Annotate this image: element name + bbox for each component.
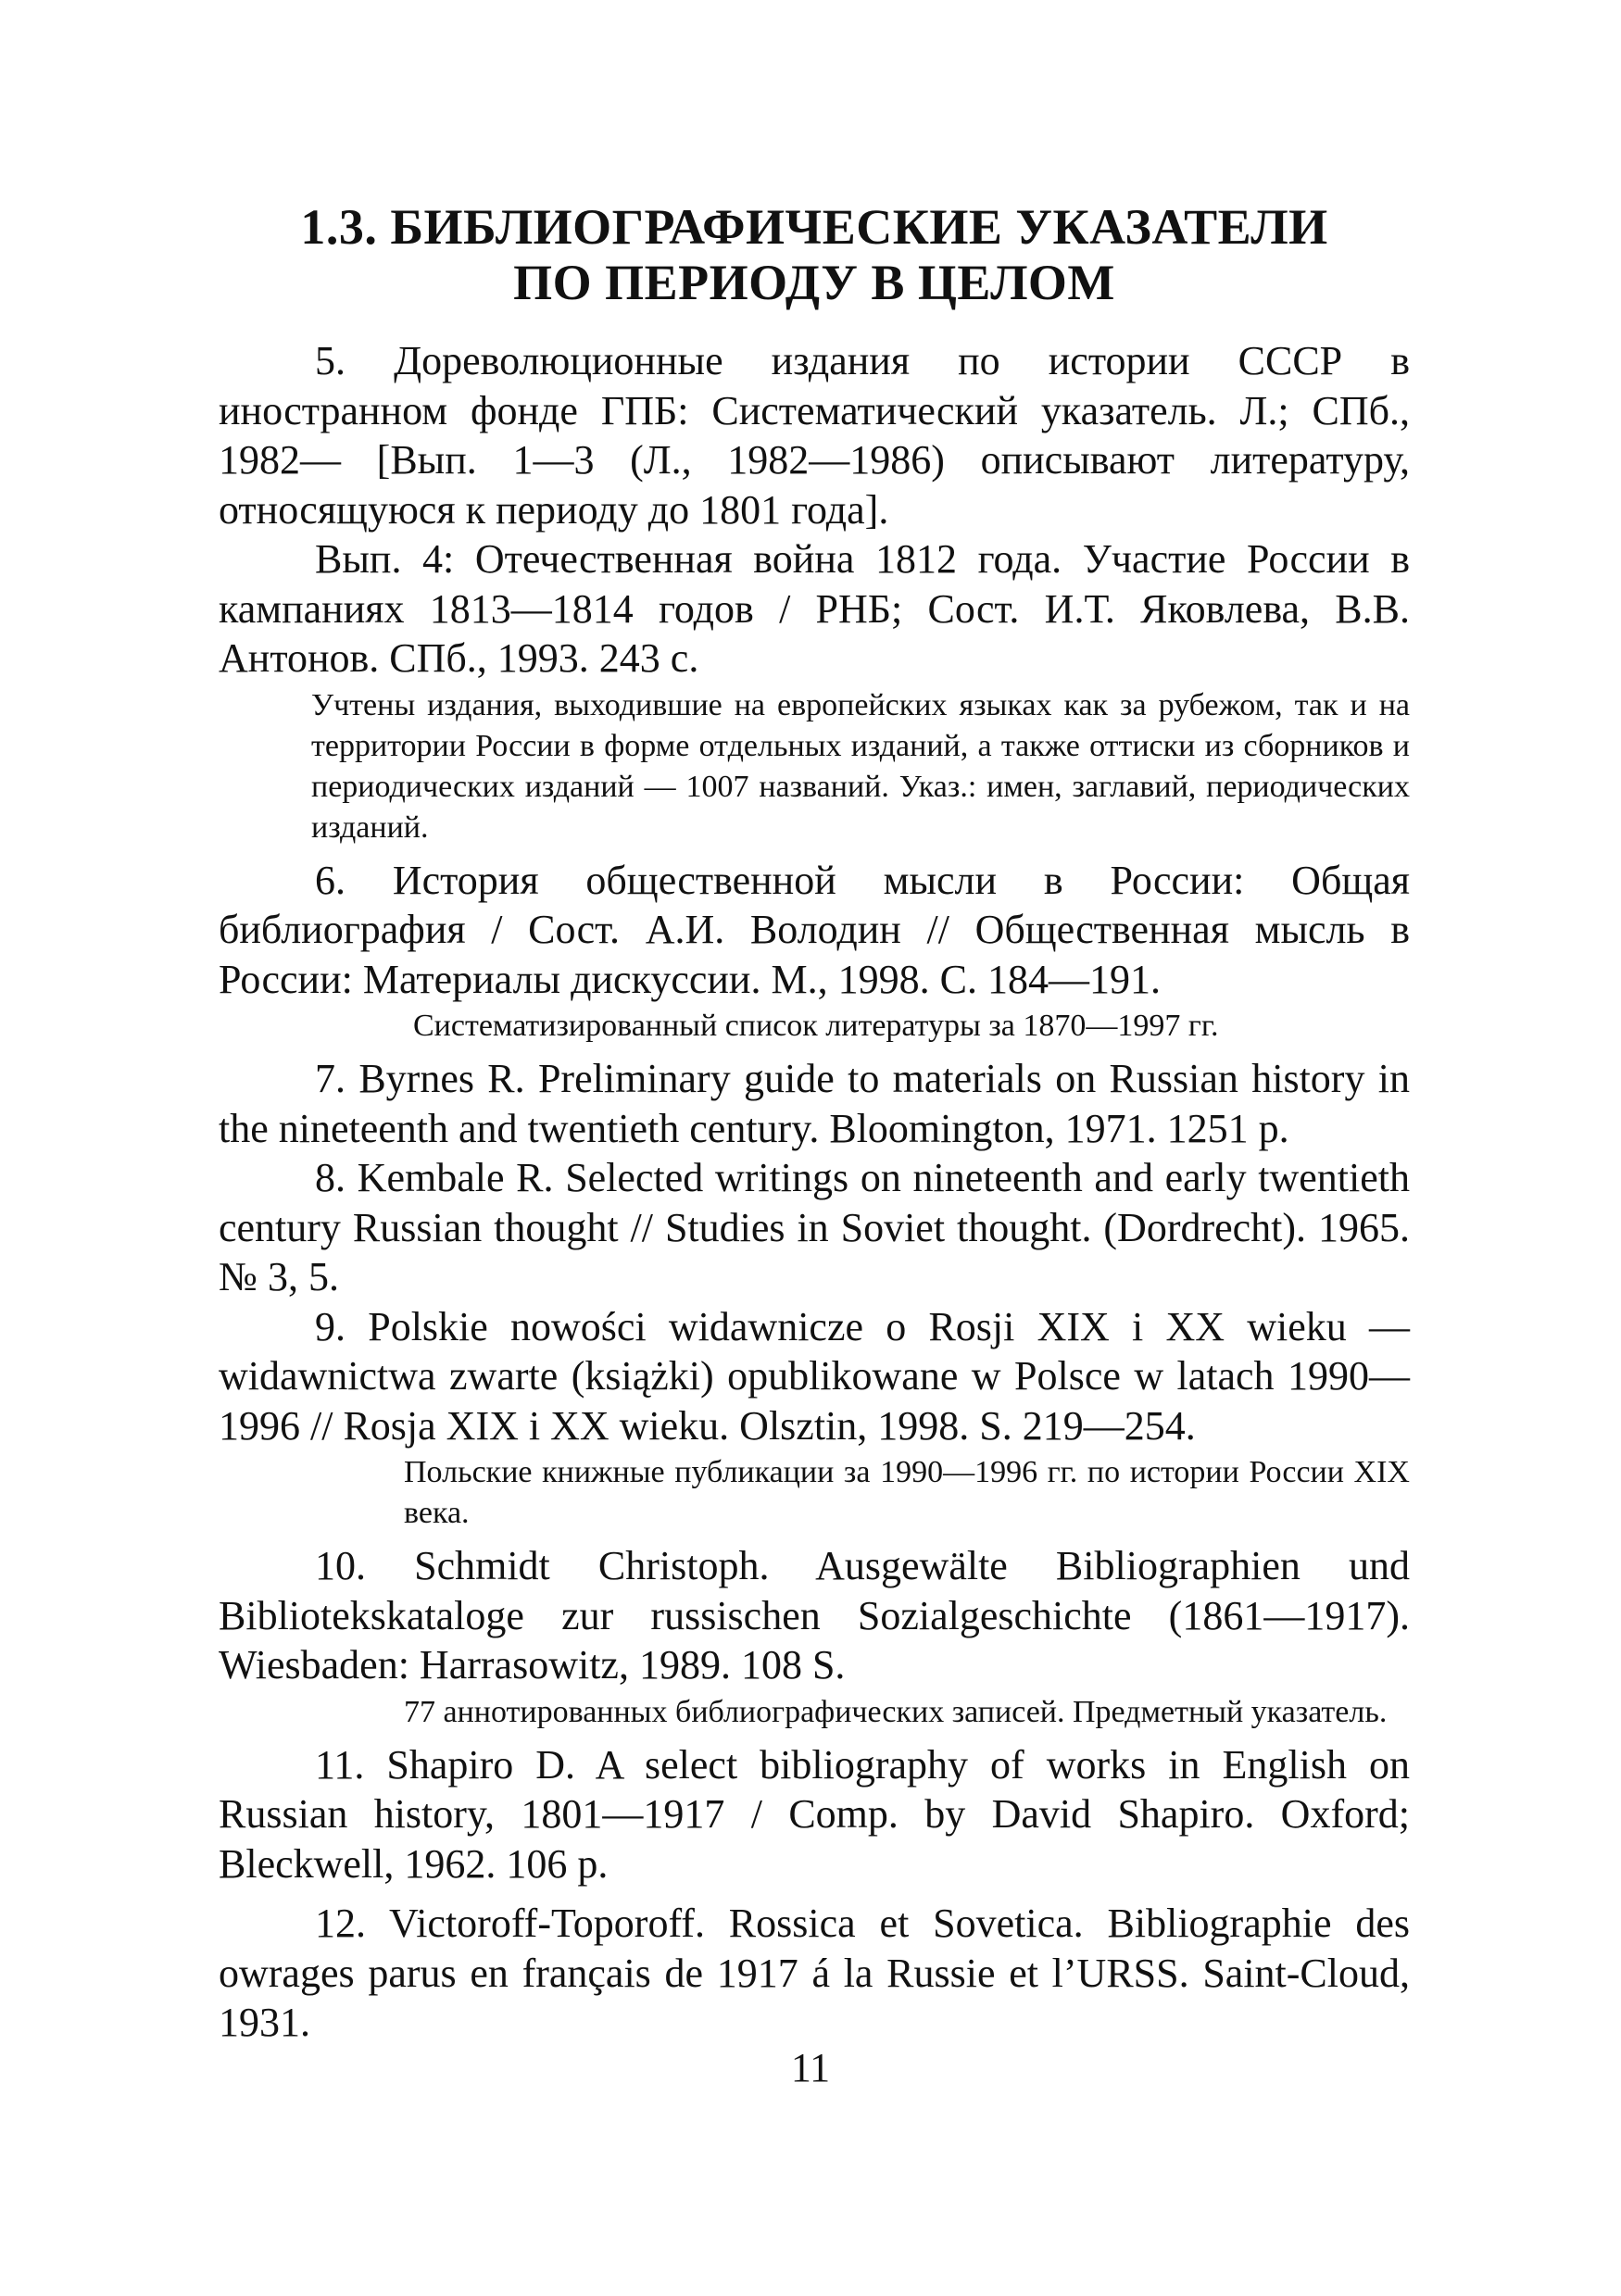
bib-entry-5-annotation: Учтены издания, выходившие на европейских языках как за рубежом, так и на территории России в форме отдельных изданий, а также оттиски из сборников и периодических изданий — 1007 названий. Указ.: имен, заглавий, периодических изданий. (311, 687, 1410, 845)
bib-entry-5: 5. Дореволюционные издания по истории СССР в иностранном фонде ГПБ: Систематический указатель. Л.; СПб., 1982— [Вып. 1—3 (Л., 1982—1986) описывают литературу, относящуюся к периоду до 1801 года]. (219, 338, 1410, 533)
bib-entry-10: 10. Schmidt Christoph. Ausgewälte Bibliographien und Bibliotekskataloge zur russischen Sozialgeschichte (1861—1917). Wiesbaden: Harrasowitz, 1989. 108 S. (219, 1543, 1410, 1687)
bib-entry-12: 12. Victoroff-Toporoff. Rossica et Sovetica. Bibliographie des owrages parus en français de 1917 á la Russie et l’URSS. Saint-Cloud, 1931. (219, 1901, 1410, 2045)
bib-entry-8: 8. Kembale R. Selected writings on nineteenth and early twentieth century Russian thought // Studies in Soviet thought. (Dordrecht). 1965. № 3, 5. (219, 1155, 1410, 1299)
bib-entry-6-annotation: Систематизированный список литературы за 1870—1997 гг. (413, 1009, 1219, 1043)
bib-entry-6: 6. История общественной мысли в России: Общая библиография / Сост. А.И. Володин // Общественная мысль в России: Материалы дискуссии. М., 1998. С. 184—191. (219, 857, 1410, 1002)
page-body (219, 199, 1410, 2048)
section-heading-line-1: 1.3. БИБЛИОГРАФИЧЕСКИЕ УКАЗАТЕЛИ (300, 199, 1328, 255)
section-heading (219, 199, 1410, 310)
bib-entry-10-annotation: 77 аннотированных библиографических записей. Предметный указатель. (404, 1694, 1388, 1729)
bib-entry-11: 11. Shapiro D. A select bibliography of works in English on Russian history, 1801—1917 / Comp. by David Shapiro. Oxford; Bleckwell, 1962. 106 p. (219, 1741, 1410, 1887)
bib-entry-5-volume-4: Вып. 4: Отечественная война 1812 года. Участие России в кампаниях 1813—1814 годов / РНБ; Сост. И.Т. Яковлева, В.В. Антонов. СПб., 1993. 243 с. (219, 536, 1410, 681)
bib-entry-9-annotation: Польские книжные публикации за 1990—1996 гг. по истории России XIX века. (404, 1455, 1410, 1530)
section-heading-line-2: ПО ПЕРИОДУ В ЦЕЛОМ (513, 255, 1115, 310)
bib-entry-7: 7. Byrnes R. Preliminary guide to materials on Russian history in the nineteenth and twentieth century. Bloomington, 1971. 1251 p. (219, 1056, 1410, 1151)
page-number: 11 (790, 2045, 831, 2090)
bib-entry-9: 9. Polskie nowości widawnicze o Rosji XIX i XX wieku — widawnictwa zwarte (książki) opublikowane w Polsce w latach 1990—1996 // Rosja XIX i XX wieku. Olsztin, 1998. S. 219—254. (219, 1303, 1410, 1449)
